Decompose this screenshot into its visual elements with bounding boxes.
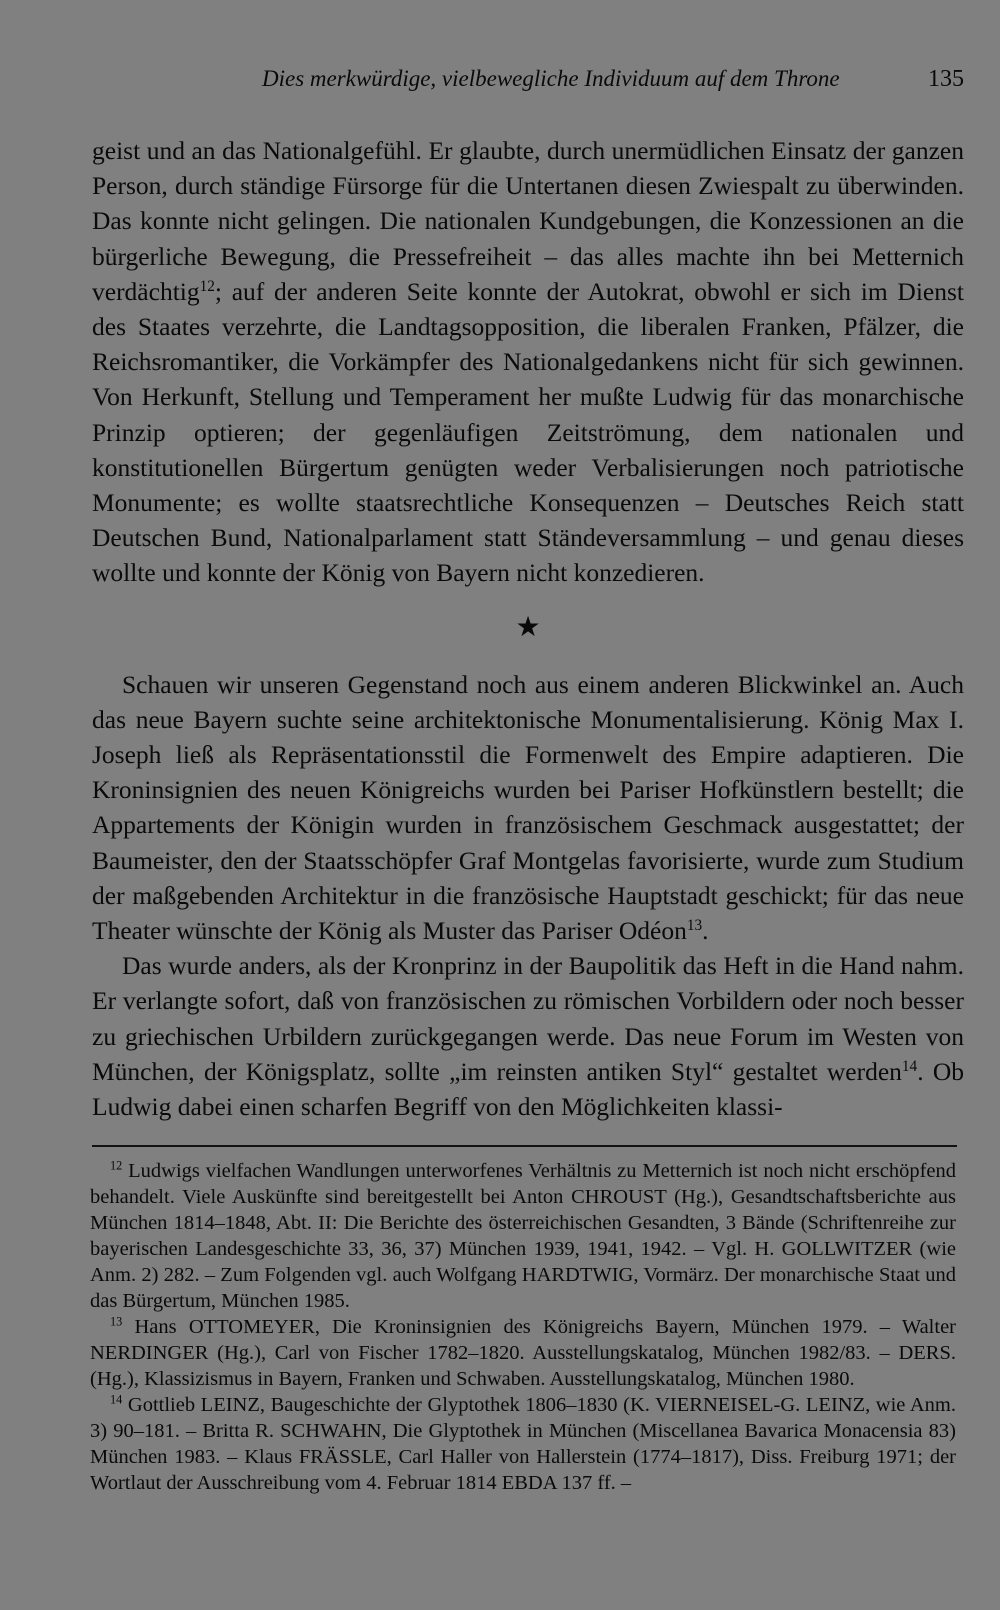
footnotes	[90, 1158, 956, 1496]
footnote-14	[90, 1392, 956, 1496]
main-text	[92, 133, 964, 1124]
footnote-text: Ludwigs vielfachen Wandlungen unterworfenes Verhältnis zu Metternich ist noch nicht erschöpfend behandelt. Viele Auskünfte sind bereitgestellt bei Anton CHROUST (Hg.), Gesandtschaftsberichte aus München 1814–1848, Abt. II: Die Berichte des österreichischen Gesandten, 3 Bände (Schriftenreihe zur bayerischen Landesgeschichte 33, 36, 37) München 1939, 1941, 1942. – Vgl. H. GOLLWITZER (wie Anm. 2) 282. – Zum Folgenden vgl. auch Wolfgang HARDTWIG, Vormärz. Der monarchische Staat und das Bürgertum, München 1985.	[90, 1160, 956, 1312]
paragraph-3-text: Das wurde anders, als der Kronprinz in der Baupolitik das Heft in die Hand nahm. Er verlangte sofort, daß von französischen zu römischen Vorbildern oder noch besser zu griechischen Urbildern zurückgegangen werde. Das neue Forum im Westen von München, der Königsplatz, sollte „im reinsten antiken Styl“ gestaltet werden	[92, 951, 964, 1086]
paragraph-2-text: Schauen wir unseren Gegenstand noch aus einem anderen Blickwinkel an. Auch das neue Bayern suchte seine architektonische Monumentalisierung. König Max I. Joseph ließ als Repräsentationsstil die Formenwelt des Empire adaptieren. Die Kroninsignien des neuen Königreichs wurden bei Pariser Hofkünstlern bestellt; die Appartements der Königin wurden in französischem Geschmack ausgestattet; der Baumeister, den der Staatsschöpfer Graf Montgelas favorisierte, wurde zum Studium der maßgebenden Architektur in die französische Hauptstadt geschickt; für das neue Theater wünschte der König als Muster das Pariser Odéon	[92, 669, 964, 946]
paragraph-2	[92, 667, 964, 949]
footnote-text: Gottlieb LEINZ, Baugeschichte der Glyptothek 1806–1830 (K. VIERNEISEL-G. LEINZ, wie Anm. 3) 90–181. – Britta R. SCHWAHN, Die Glyptothek in München (Miscellanea Bavarica Monacensia 83) München 1983. – Klaus FRÄSSLE, Carl Haller von Hallerstein (1774–1817), Diss. Freiburg 1971; der Wortlaut der Ausschreibung vom 4. Februar 1814 EBDA 137 ff. –	[90, 1394, 956, 1494]
footnote-ref-13: 13	[686, 916, 703, 934]
paragraph-3-rest: . Ob Ludwig dabei einen scharfen Begriff von den Möglichkeiten klassi-	[92, 1056, 964, 1122]
footnote-ref-14: 14	[901, 1057, 918, 1075]
running-title: Dies merkwürdige, vielbewegliche Individuum auf dem Throne	[262, 66, 840, 91]
footnote-number: 12	[110, 1158, 123, 1173]
footnote-number: 14	[110, 1392, 123, 1407]
page-number: 135	[928, 66, 964, 92]
paragraph-3	[92, 948, 964, 1124]
footnote-13	[90, 1314, 956, 1392]
paragraph-2-end: .	[702, 916, 709, 946]
footnote-12	[90, 1158, 956, 1314]
section-separator-star: ★	[515, 611, 541, 643]
footnote-separator-rule	[92, 1145, 957, 1147]
paragraph-1	[92, 133, 964, 591]
page-header	[92, 66, 964, 102]
footnote-ref-12: 12	[199, 277, 215, 295]
paragraph-1-rest: ; auf der anderen Seite konnte der Autokrat, obwohl er sich im Dienst des Staates verzehrte, die Landtagsopposition, die liberalen Franken, Pfälzer, die Reichsromantiker, die Vorkämpfer des Nationalgedankens nicht für sich gewinnen. Von Herkunft, Stellung und Temperament her mußte Ludwig für das monarchische Prinzip optieren; der gegenläufigen Zeitströmung, dem nationalen und konstitutionellen Bürgertum genügten weder Verbalisierungen noch patriotische Monumente; es wollte staatsrechtliche Konsequenzen – Deutsches Reich statt Deutschen Bund, Nationalparlament statt Ständeversammlung – und genau dieses wollte und konnte der König von Bayern nicht konzedieren.	[92, 276, 964, 588]
paragraph-1-text: geist und an das Nationalgefühl. Er glaubte, durch unermüdlichen Einsatz der ganzen Person, durch ständige Fürsorge für die Untertanen diesen Zwiespalt zu überwinden. Das konnte nicht gelingen. Die nationalen Kundgebungen, die Konzessionen an die bürgerliche Bewegung, die Pressefreiheit – das alles machte ihn bei Metternich verdächtig	[92, 136, 964, 306]
footnote-text: Hans OTTOMEYER, Die Kroninsignien des Königreichs Bayern, München 1979. – Walter NERDINGER (Hg.), Carl von Fischer 1782–1820. Ausstellungskatalog, München 1982/83. – DERS. (Hg.), Klassizismus in Bayern, Franken und Schwaben. Ausstellungskatalog, München 1980.	[90, 1316, 957, 1390]
footnote-number: 13	[110, 1314, 123, 1329]
